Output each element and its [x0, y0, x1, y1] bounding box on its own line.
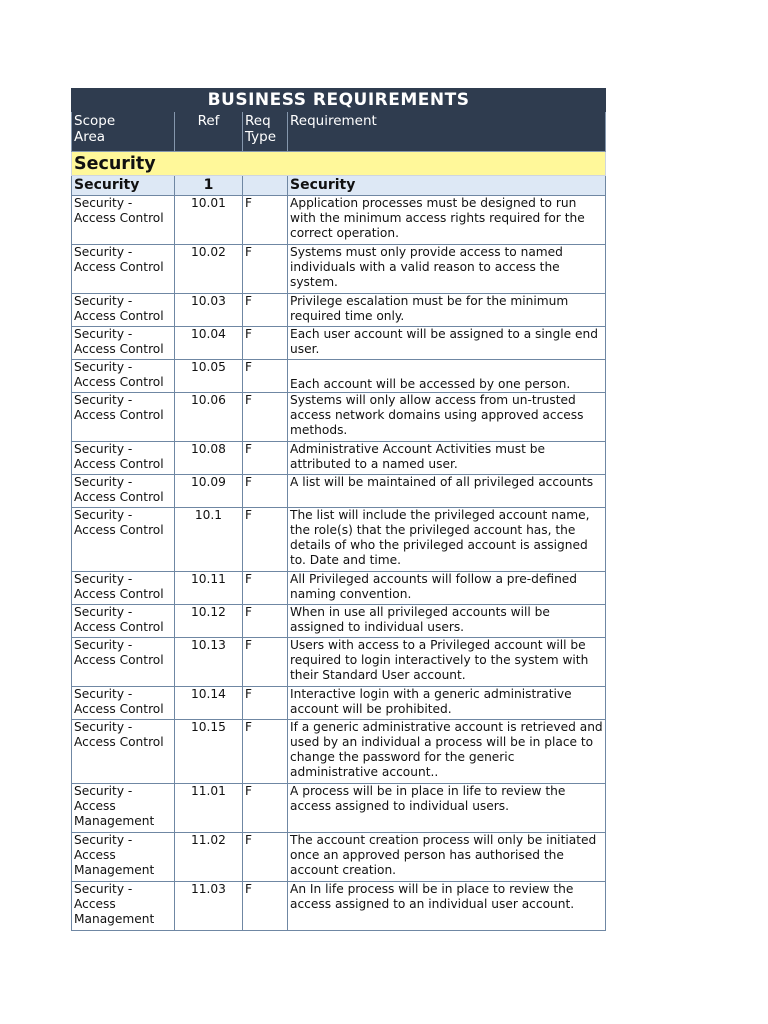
table-row	[72, 605, 606, 638]
req-type-cell: F	[243, 638, 288, 687]
scope-area-cell: Security - Access Control	[72, 196, 175, 245]
req-type-cell: F	[243, 720, 288, 784]
requirement-cell: Users with access to a Privileged account will be required to login interactively to the system with their Standard User account.	[288, 638, 606, 687]
req-type-cell: F	[243, 882, 288, 931]
scope-area-cell: Security - Access Control	[72, 475, 175, 508]
ref-cell: 10.03	[175, 294, 243, 327]
scope-area-cell: Security - Access Control	[72, 294, 175, 327]
table-row	[72, 572, 606, 605]
req-type-cell: F	[243, 245, 288, 294]
document-title: BUSINESS REQUIREMENTS	[72, 89, 606, 112]
subheader-row	[72, 176, 606, 196]
subheader-scope: Security	[72, 176, 175, 196]
section-row	[72, 152, 606, 176]
requirement-cell: The list will include the privileged account name, the role(s) that the privileged account has, the details of who the privileged account is assigned to. Date and time.	[288, 508, 606, 572]
requirement-cell: When in use all privileged accounts will be assigned to individual users.	[288, 605, 606, 638]
header-requirement: Requirement	[288, 112, 606, 152]
table-row	[72, 360, 606, 393]
table-row	[72, 638, 606, 687]
header-req-type: Req Type	[243, 112, 288, 152]
ref-cell: 10.04	[175, 327, 243, 360]
scope-area-cell: Security - Access Management	[72, 882, 175, 931]
requirement-cell: Each account will be accessed by one person.	[288, 360, 606, 393]
ref-cell: 10.13	[175, 638, 243, 687]
req-type-cell: F	[243, 605, 288, 638]
table-row	[72, 245, 606, 294]
table-row	[72, 508, 606, 572]
scope-area-cell: Security - Access Control	[72, 687, 175, 720]
req-type-cell: F	[243, 294, 288, 327]
scope-area-cell: Security - Access Control	[72, 508, 175, 572]
scope-area-cell: Security - Access Control	[72, 605, 175, 638]
ref-cell: 10.02	[175, 245, 243, 294]
title-row	[72, 89, 606, 112]
ref-cell: 10.12	[175, 605, 243, 638]
ref-cell: 10.1	[175, 508, 243, 572]
req-type-cell: F	[243, 393, 288, 442]
scope-area-cell: Security - Access Control	[72, 245, 175, 294]
table-row	[72, 442, 606, 475]
req-type-cell: F	[243, 360, 288, 393]
requirement-cell: If a generic administrative account is retrieved and used by an individual a process will be in place to change the password for the generic administrative account..	[288, 720, 606, 784]
table-row	[72, 475, 606, 508]
requirement-cell: A list will be maintained of all privileged accounts	[288, 475, 606, 508]
table-row	[72, 294, 606, 327]
table-row	[72, 882, 606, 931]
ref-cell: 11.01	[175, 784, 243, 833]
requirement-cell: Systems will only allow access from un-trusted access network domains using approved access methods.	[288, 393, 606, 442]
ref-cell: 10.06	[175, 393, 243, 442]
ref-cell: 10.01	[175, 196, 243, 245]
ref-cell: 10.14	[175, 687, 243, 720]
table-row	[72, 720, 606, 784]
ref-cell: 10.08	[175, 442, 243, 475]
req-type-cell: F	[243, 475, 288, 508]
table-row	[72, 833, 606, 882]
scope-area-cell: Security - Access Control	[72, 720, 175, 784]
requirement-cell: Interactive login with a generic administrative account will be prohibited.	[288, 687, 606, 720]
ref-cell: 10.09	[175, 475, 243, 508]
subheader-type	[243, 176, 288, 196]
req-type-cell: F	[243, 196, 288, 245]
scope-area-cell: Security - Access Control	[72, 442, 175, 475]
scope-area-cell: Security - Access Control	[72, 393, 175, 442]
req-type-cell: F	[243, 442, 288, 475]
ref-cell: 11.03	[175, 882, 243, 931]
req-type-cell: F	[243, 572, 288, 605]
requirement-cell: The account creation process will only be initiated once an approved person has authorised the account creation.	[288, 833, 606, 882]
subheader-requirement: Security	[288, 176, 606, 196]
requirement-cell: Systems must only provide access to named individuals with a valid reason to access the system.	[288, 245, 606, 294]
requirement-cell: Application processes must be designed to run with the minimum access rights required for the correct operation.	[288, 196, 606, 245]
requirement-rows	[72, 196, 606, 931]
table-row	[72, 784, 606, 833]
table-row	[72, 393, 606, 442]
requirement-cell: An In life process will be in place to review the access assigned to an individual user account.	[288, 882, 606, 931]
header-scope-area: Scope Area	[72, 112, 175, 152]
header-ref: Ref	[175, 112, 243, 152]
table-row	[72, 327, 606, 360]
requirements-sheet	[71, 88, 605, 931]
scope-area-cell: Security - Access Management	[72, 784, 175, 833]
requirement-cell: All Privileged accounts will follow a pre-defined naming convention.	[288, 572, 606, 605]
requirement-cell: Privilege escalation must be for the minimum required time only.	[288, 294, 606, 327]
ref-cell: 10.05	[175, 360, 243, 393]
requirements-table	[71, 88, 606, 931]
table-row	[72, 687, 606, 720]
req-type-cell: F	[243, 327, 288, 360]
scope-area-cell: Security - Access Control	[72, 360, 175, 393]
scope-area-cell: Security - Access Control	[72, 572, 175, 605]
ref-cell: 10.11	[175, 572, 243, 605]
req-type-cell: F	[243, 833, 288, 882]
requirement-cell: A process will be in place in life to review the access assigned to individual users.	[288, 784, 606, 833]
table-row	[72, 196, 606, 245]
scope-area-cell: Security - Access Management	[72, 833, 175, 882]
scope-area-cell: Security - Access Control	[72, 638, 175, 687]
req-type-cell: F	[243, 508, 288, 572]
requirement-cell: Each user account will be assigned to a single end user.	[288, 327, 606, 360]
section-title: Security	[72, 152, 606, 176]
ref-cell: 11.02	[175, 833, 243, 882]
ref-cell: 10.15	[175, 720, 243, 784]
req-type-cell: F	[243, 784, 288, 833]
subheader-ref: 1	[175, 176, 243, 196]
column-header-row	[72, 112, 606, 152]
req-type-cell: F	[243, 687, 288, 720]
scope-area-cell: Security - Access Control	[72, 327, 175, 360]
requirement-cell: Administrative Account Activities must be attributed to a named user.	[288, 442, 606, 475]
